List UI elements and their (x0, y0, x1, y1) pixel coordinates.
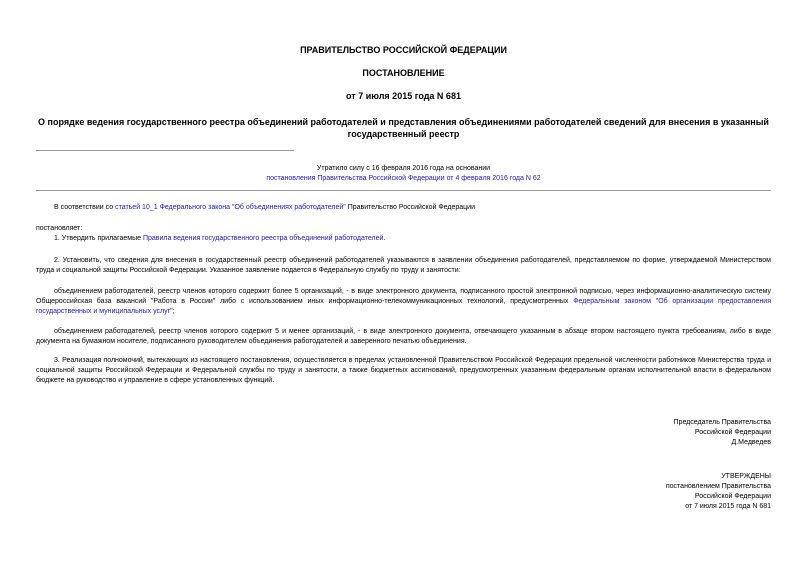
rules-link[interactable]: Правила ведения государственного реестра объединений работодателей (142, 235, 384, 242)
paragraph-1 (36, 234, 771, 244)
repeal-divider (36, 190, 771, 191)
approved-block (666, 472, 771, 512)
paragraph-3 (36, 287, 771, 317)
repeal-link[interactable]: постановления Правительства Российской Федерации от 4 февраля 2016 года N 62 (266, 175, 541, 182)
p3-text-pre: объединением работодателей, реестр членов которого содержит более 5 организаций, - в виде электронного документа, подписанного простой электронной подписью, через информационно-аналитическую систему Общероссийская база вакансий "Работа в России" либо с использованием иных информационно-телекоммуникационных технологий, предусмотренных (36, 288, 771, 305)
federal-law-link[interactable]: Федеральным законом "Об организации предоставления государственных и муниципальных услуг" (36, 298, 771, 315)
approved-label: УТВЕРЖДЕНЫ (721, 473, 771, 480)
signature-country: Российской Федерации (694, 429, 771, 436)
document-title: О порядке ведения государственного реестра объединений работодателей и представления объединениями работодателей сведений для внесения в указанный государственный реестр (38, 117, 769, 139)
intro-paragraph (36, 203, 771, 213)
intro-text-pre: В соответствии со (54, 204, 116, 211)
decree-word: постановляет: (36, 225, 83, 232)
intro-text-post: Правительство Российской Федерации (345, 204, 475, 211)
approved-by: постановлением Правительства (665, 483, 771, 490)
p3-text-post: ; (172, 308, 175, 315)
paragraph-4: объединением работодателей, реестр членов которого содержит 5 и менее организаций, - в виде электронного документа, отвечающего указанным в абзаце втором настоящего пункта требованиям, либо в виде документа на бумажном носителе, подписанного руководителем объединения работодателей и заверенного печатью объединения. (36, 328, 771, 345)
date-number-heading: от 7 июля 2015 года N 681 (346, 91, 461, 101)
signature-block (674, 418, 771, 448)
signature-position: Председатель Правительства (673, 419, 771, 426)
law-article-link[interactable]: статьей 10_1 Федерального закона "Об объединениях работодателей" (115, 204, 346, 211)
signature-name: Д.Медведев (731, 439, 771, 446)
repeal-note: Утратило силу с 16 февраля 2016 года на основании (316, 165, 491, 172)
approved-date: от 7 июля 2015 года N 681 (685, 503, 771, 510)
p1-text-post: . (383, 235, 386, 242)
approved-country: Российской Федерации (694, 493, 771, 500)
p1-text-pre: 1. Утвердить прилагаемые (54, 235, 143, 242)
title-divider (36, 150, 294, 151)
government-heading: ПРАВИТЕЛЬСТВО РОССИЙСКОЙ ФЕДЕРАЦИИ (300, 45, 507, 55)
paragraph-2: 2. Установить, что сведения для внесения в государственный реестр объединений работодателей указываются в заявлении объединения работодателей, представляемом по форме, утверждаемой Министерством труда и социальной защиты Российской Федерации. Указанное заявление подается в Федеральную службу по труду и занятости: (36, 257, 771, 274)
doc-type-heading: ПОСТАНОВЛЕНИЕ (362, 68, 445, 78)
paragraph-5: 3. Реализация полномочий, вытекающих из настоящего постановления, осуществляется в пределах установленной Правительством Российской Федерации предельной численности работников Министерства труда и социальной защиты Российской Федерации и Федеральной службы по труду и занятости, а также бюджетных ассигнований, предусмотренных указанным федеральным органам исполнительной власти в федеральном бюджете на руководство и управление в сфере установленных функций. (36, 357, 771, 384)
